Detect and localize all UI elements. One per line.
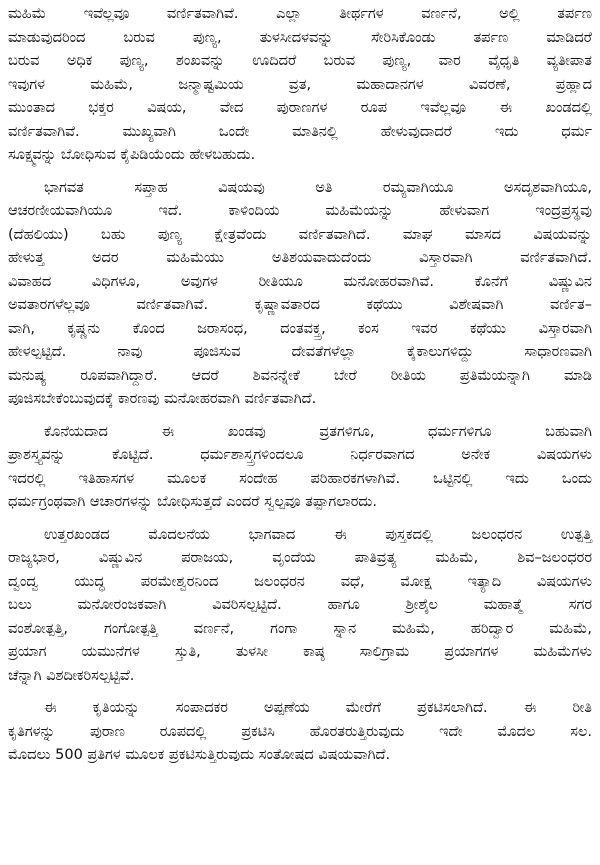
text-line: ವಾಗಿ, ಕೃಷ್ಣನು ಕೊಂದ ಜರಾಸಂಧ, ದಂತವಕ್ತ್ರ, ಕಂಸ ಇವರ ಕಥೆಯು ವಿಸ್ತಾರವಾಗಿ <box>8 320 592 337</box>
text-line: ಹೇಳಲ್ಪಟ್ಟಿದೆ. ನಾವು ಪೂಜಿಸುವ ದೇವತೆಗಳೆಲ್ಲಾ ಕೈಕಾಲುಗಳಿದ್ದು ಸಾಧಾರಣವಾಗಿ <box>8 344 592 360</box>
text-line: ಚೆನ್ನಾಗಿ ವಿಶದೀಕರಿಸಲ್ಪಟ್ಟಿವೆ. <box>8 667 135 684</box>
paragraph-5 <box>8 697 592 768</box>
text-line: ಪ್ರಯಾಗ ಯಮುನೆಗಳ ಸ್ತುತಿ, ತುಳಸೀ ಕಾಷ್ಠ ಸಾಲಿಗ್ರಾಮ ಪ್ರಯಾಗಗಳ ಮಹಿಮೆಗಳು <box>8 644 592 660</box>
text-line: ಆಚರಣೀಯವಾಗಿಯೂ ಇದೆ. ಕಾಳಿಂದಿಯ ಮಹಿಮೆಯನ್ನು ಹೇಳುವಾಗ ಇಂದ್ರಪ್ರಸ್ಥವು <box>8 203 592 219</box>
text-line: ಮಹಿಮೆ ಇವೆಲ್ಲವೂ ವರ್ಣಿತವಾಗಿವೆ. ಎಲ್ಲಾ ತೀರ್ಥಗಳ ವರ್ಣನೆ, ಅಲ್ಲಿ ತರ್ಪಣ <box>8 6 592 22</box>
text-line: ವರ್ಣಿತವಾಗಿವೆ. ಮುಖ್ಯವಾಗಿ ಒಂದೇ ಮಾತಿನಲ್ಲಿ ಹೇಳುವುದಾದರೆ ಇದು ಧರ್ಮ <box>8 123 592 140</box>
text-line: ಕೃತಿಗಳನ್ನು ಪುರಾಣ ರೂಪದಲ್ಲಿ ಪ್ರಕಟಿಸಿ ಹೊರತರುತ್ತಿರುವುದು ಇದೇ ಮೊದಲ ಸಲ. <box>8 723 592 740</box>
text-line: ಮಾಡುವುದರಿಂದ ಬರುವ ಪುಣ್ಯ, ತುಳಸೀದಳವನ್ನು ಸೇರಿಸಿಕೊಂಡು ತರ್ಪಣ ಮಾಡಿದರೆ <box>8 29 592 46</box>
text-line: ಧರ್ಮಗ್ರಂಥವಾಗಿ ಆಚಾರಗಳನ್ನು ಬೋಧಿಸುತ್ತದೆ ಎಂದರೆ ಸ್ವಲ್ಪವೂ ತಪ್ಪಾಗಲಾರದು. <box>8 494 377 510</box>
text-line: ದ್ವಂದ್ವ ಯುದ್ಧ ಪರಮೇಶ್ವರನಿಂದ ಜಲಂಧರನ ವಧೆ, ಮೋಕ್ಷ ಇತ್ಯಾದಿ ವಿಷಯಗಳು <box>8 573 592 590</box>
text-line: ವಿವಾಹದ ವಿಧಿಗಳೂ, ಅವುಗಳ ರೀತಿಯೂ ಮನೋಹರವಾಗಿವೆ. ಕೊನೆಗೆ ವಿಷ್ಣುವಿನ <box>8 273 592 290</box>
paragraph-1 <box>8 3 592 168</box>
text-line: ಕೊನೆಯದಾದ ಈ ಖಂಡವು ವ್ರತಗಳಿಗೂ, ಧರ್ಮಗಳಿಗೂ ಬಹುವಾಗಿ <box>44 423 592 440</box>
text-line: ಈ ಕೃತಿಯನ್ನು ಸಂಪಾದಕರ ಅಪ್ಪಣೆಯ ಮೇರೆಗೆ ಪ್ರಕಟಿಸಲಾಗಿದೆ. ಈ ರೀತಿ <box>44 700 592 716</box>
text-line: ಇವುಗಳ ಮಹಿಮೆ, ಜನ್ಮಾಷ್ಟಮಿಯ ವ್ರತ, ಮಹಾದಾನಗಳ ವಿವರಣೆ, ಪ್ರಹ್ಲಾದ <box>8 76 592 93</box>
text-line: ಹೇಳುತ್ತ ಅದರ ಮಹಿಮೆಯು ಅತಿಶಯವಾದುದೆಂದು ವಿಸ್ತಾರವಾಗಿ ವರ್ಣಿತವಾಗಿದೆ. <box>8 250 592 266</box>
text-line: ಬಲು ಮನೋರಂಜಕವಾಗಿ ವಿವರಿಸಲ್ಪಟ್ಟಿದೆ. ಹಾಗೂ ಶ್ರೀಶೈಲ ಮಹಾತ್ಮೆ ಸಗರ <box>8 597 592 613</box>
paragraph-4 <box>8 524 592 689</box>
text-line: ಭಾಗವತ ಸಪ್ತಾಹ ವಿಷಯವು ಅತಿ ರಮ್ಯವಾಗಿಯೂ ಅಸದೃಶವಾಗಿಯೂ, <box>44 179 592 196</box>
text-line: ಬರುವ ಅಧಿಕ ಪುಣ್ಯ, ಶಂಖವನ್ನು ಊದಿದರೆ ಬರುವ ಪುಣ್ಯ, ವಾರ ವೈಧೃತಿ ವ್ಯತೀಪಾತ <box>8 53 592 69</box>
text-line: ಪೂಜಿಸಬೇಕೆಂಬುವುದಕ್ಕೆ ಕಾರಣವು ಮನೋಹರವಾಗಿ ವರ್ಣಿತವಾಗಿದೆ. <box>8 391 317 407</box>
text-line: ಸೂಕ್ಷ್ಮವನ್ನು ಬೋಧಿಸುವ ಕೈಪಿಡಿಯೆಂದು ಹೇಳಬಹುದು. <box>8 147 256 163</box>
text-line: ಮೊದಲು 500 ಪ್ರತಿಗಳ ಮೂಲಕ ಪ್ರಕಟಿಸುತ್ತಿರುವುದು ಸಂತೋಷದ ವಿಷಯವಾಗಿದೆ. <box>8 747 391 763</box>
text-line: ಉತ್ತರಖಂಡದ ಮೊದಲನೆಯ ಭಾಗವಾದ ಈ ಪುಸ್ತಕದಲ್ಲಿ ಜಲಂಧರನ ಉತ್ಪತ್ತಿ <box>44 526 592 543</box>
text-line: ಪ್ರಾಶಸ್ತ್ಯವನ್ನು ಕೊಟ್ಟಿದೆ. ಧರ್ಮಶಾಸ್ತ್ರಗಳಿಂದಲೂ ನಿರ್ಧರವಾಗದ ಅನೇಕ ವಿಷಯಗಳು <box>8 447 592 463</box>
text-line: ಅವತಾರಗಳೆಲ್ಲವೂ ವರ್ಣಿತವಾಗಿವೆ. ಕೃಷ್ಣಾವತಾರದ ಕಥೆಯು ವಿಶೇಷವಾಗಿ ವರ್ಣಿತ– <box>8 297 592 313</box>
text-line: (ದೆಹಲಿಯು) ಬಹು ಪುಣ್ಯ ಕ್ಷೇತ್ರವೆಂದು ವರ್ಣಿತವಾಗಿದೆ. ಮಾಘ ಮಾಸದ ವಿಷಯವನ್ನು <box>8 226 592 243</box>
paragraph-2 <box>8 177 592 412</box>
text-line: ಮನುಷ್ಯ ರೂಪವಾಗಿದ್ದಾರೆ. ಆದರೆ ಶಿವನನ್ನೇಕೆ ಬೇರೆ ರೀತಿಯ ಪ್ರತಿಮೆಯನ್ನಾಗಿ ಮಾಡಿ <box>8 367 592 384</box>
text-line: ಇದರಲ್ಲಿ ಇತಿಹಾಸಗಳ ಮೂಲಕ ಸಂದೇಹ ಪರಿಹಾರಕಗಳಾಗಿವೆ. ಒಟ್ಟಿನಲ್ಲಿ ಇದು ಒಂದು <box>8 470 592 487</box>
text-line: ವಂಶೋತ್ಪತ್ತಿ, ಗಂಗೋತ್ಪತ್ತಿ ವರ್ಣನೆ, ಗಂಗಾ ಸ್ನಾನ ಮಹಿಮೆ, ಹರಿದ್ವಾರ ಮಹಿಮೆ, <box>8 620 592 637</box>
text-line: ಮುಂತಾದ ಭಕ್ತರ ವಿಷಯ, ವೇದ ಪುರಾಣಗಳ ರೂಪ ಇವೆಲ್ಲವೂ ಈ ಖಂಡದಲ್ಲಿ <box>8 100 592 116</box>
paragraph-3 <box>8 421 592 515</box>
text-line: ರಾಜ್ಯಭಾರ, ವಿಷ್ಣುವಿನ ಪರಾಜಯ, ವೃಂದೆಯ ಪಾತಿವ್ರತ್ಯ ಮಹಿಮೆ, ಶಿವ–ಜಲಂಧರರ <box>8 550 592 566</box>
